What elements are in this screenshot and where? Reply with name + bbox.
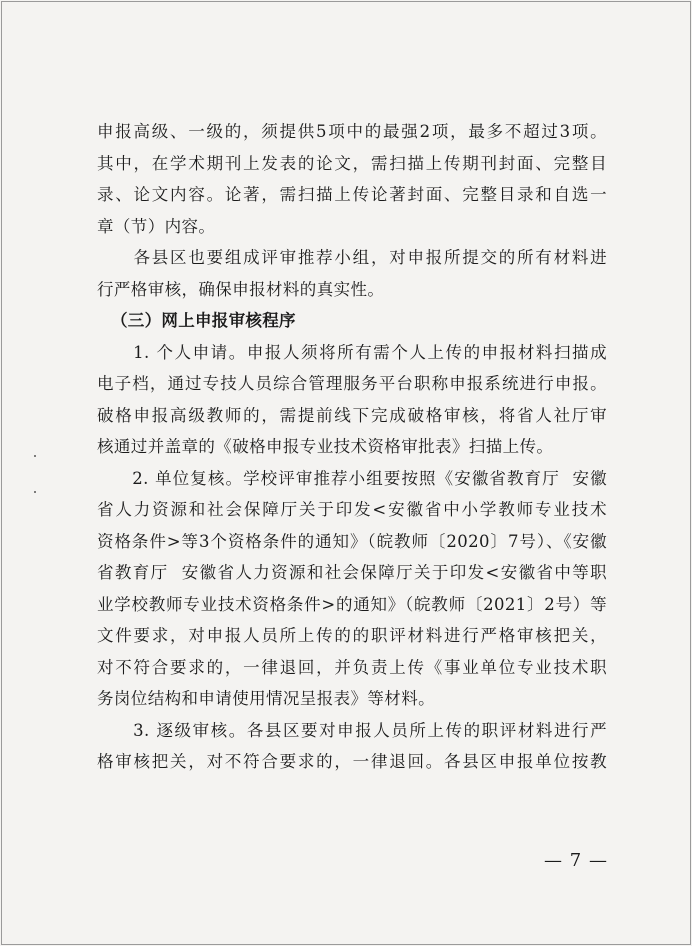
section-heading: （三）网上申报审核程序 [111,311,296,330]
text-line: 1. 个人申请。申报人须将所有需个人上传的申报材料扫描成 [97,342,607,362]
page-number: — 7 — [544,850,608,871]
text-line: 省人力资源和社会保障厅关于印发<安徽省中小学教师专业技术 [97,500,607,519]
text-line: 各县区也要组成评审推荐小组，对申报所提交的所有材料进 [97,248,607,267]
scan-mark [34,455,36,457]
scan-mark [34,491,36,493]
text-line: 申报高级、一级的，须提供5项中的最强2项，最多不超过3项。 [97,122,607,141]
text-line: 省教育厅 安徽省人力资源和社会保障厅关于印发<安徽省中等职 [97,563,607,582]
document-body [97,116,607,778]
text-line: 3. 逐级审核。各县区要对申报人员所上传的职评材料进行严 [97,720,607,740]
text-line: 文件要求，对申报人员所上传的的职评材料进行严格审核把关， [97,626,607,645]
text-line: 资格条件>等3个资格条件的通知》（皖教师〔2020〕7号）、《安徽 [97,531,607,551]
text-line: 其中，在学术期刊上发表的论文，需扫描上传期刊封面、完整目 [97,153,607,173]
paragraph-personal-application [97,337,607,463]
paragraph-review-group [97,242,607,305]
text-line: 对不符合要求的，一律退回，并负责上传《事业单位专业技术职 [97,657,607,677]
text-line: 业学校教师专业技术资格条件>的通知》（皖教师〔2021〕2号）等 [97,594,607,614]
text-line: 行严格审核，确保申报材料的真实性。 [97,279,385,299]
paragraph-level-review [97,715,607,778]
text-line: 电子档，通过专技人员综合管理服务平台职称申报系统进行申报。 [97,374,607,393]
text-line: 格审核把关，对不符合要求的，一律退回。各县区申报单位按教 [97,752,607,771]
text-line: 章（节）内容。 [97,216,216,236]
paragraph-continuation [97,116,607,242]
text-line: 2. 单位复核。学校评审推荐小组要按照《安徽省教育厅 安徽 [97,468,607,488]
text-line: 核通过并盖章的《破格申报专业技术资格审批表》扫描上传。 [97,437,554,456]
text-line: 破格申报高级教师的，需提前线下完成破格审核，将省人社厅审 [97,405,607,425]
text-line: 录、论文内容。论著，需扫描上传论著封面、完整目录和自选一 [97,185,607,204]
text-line: 务岗位结构和申请使用情况呈报表》等材料。 [97,689,435,708]
paragraph-unit-review [97,463,607,715]
